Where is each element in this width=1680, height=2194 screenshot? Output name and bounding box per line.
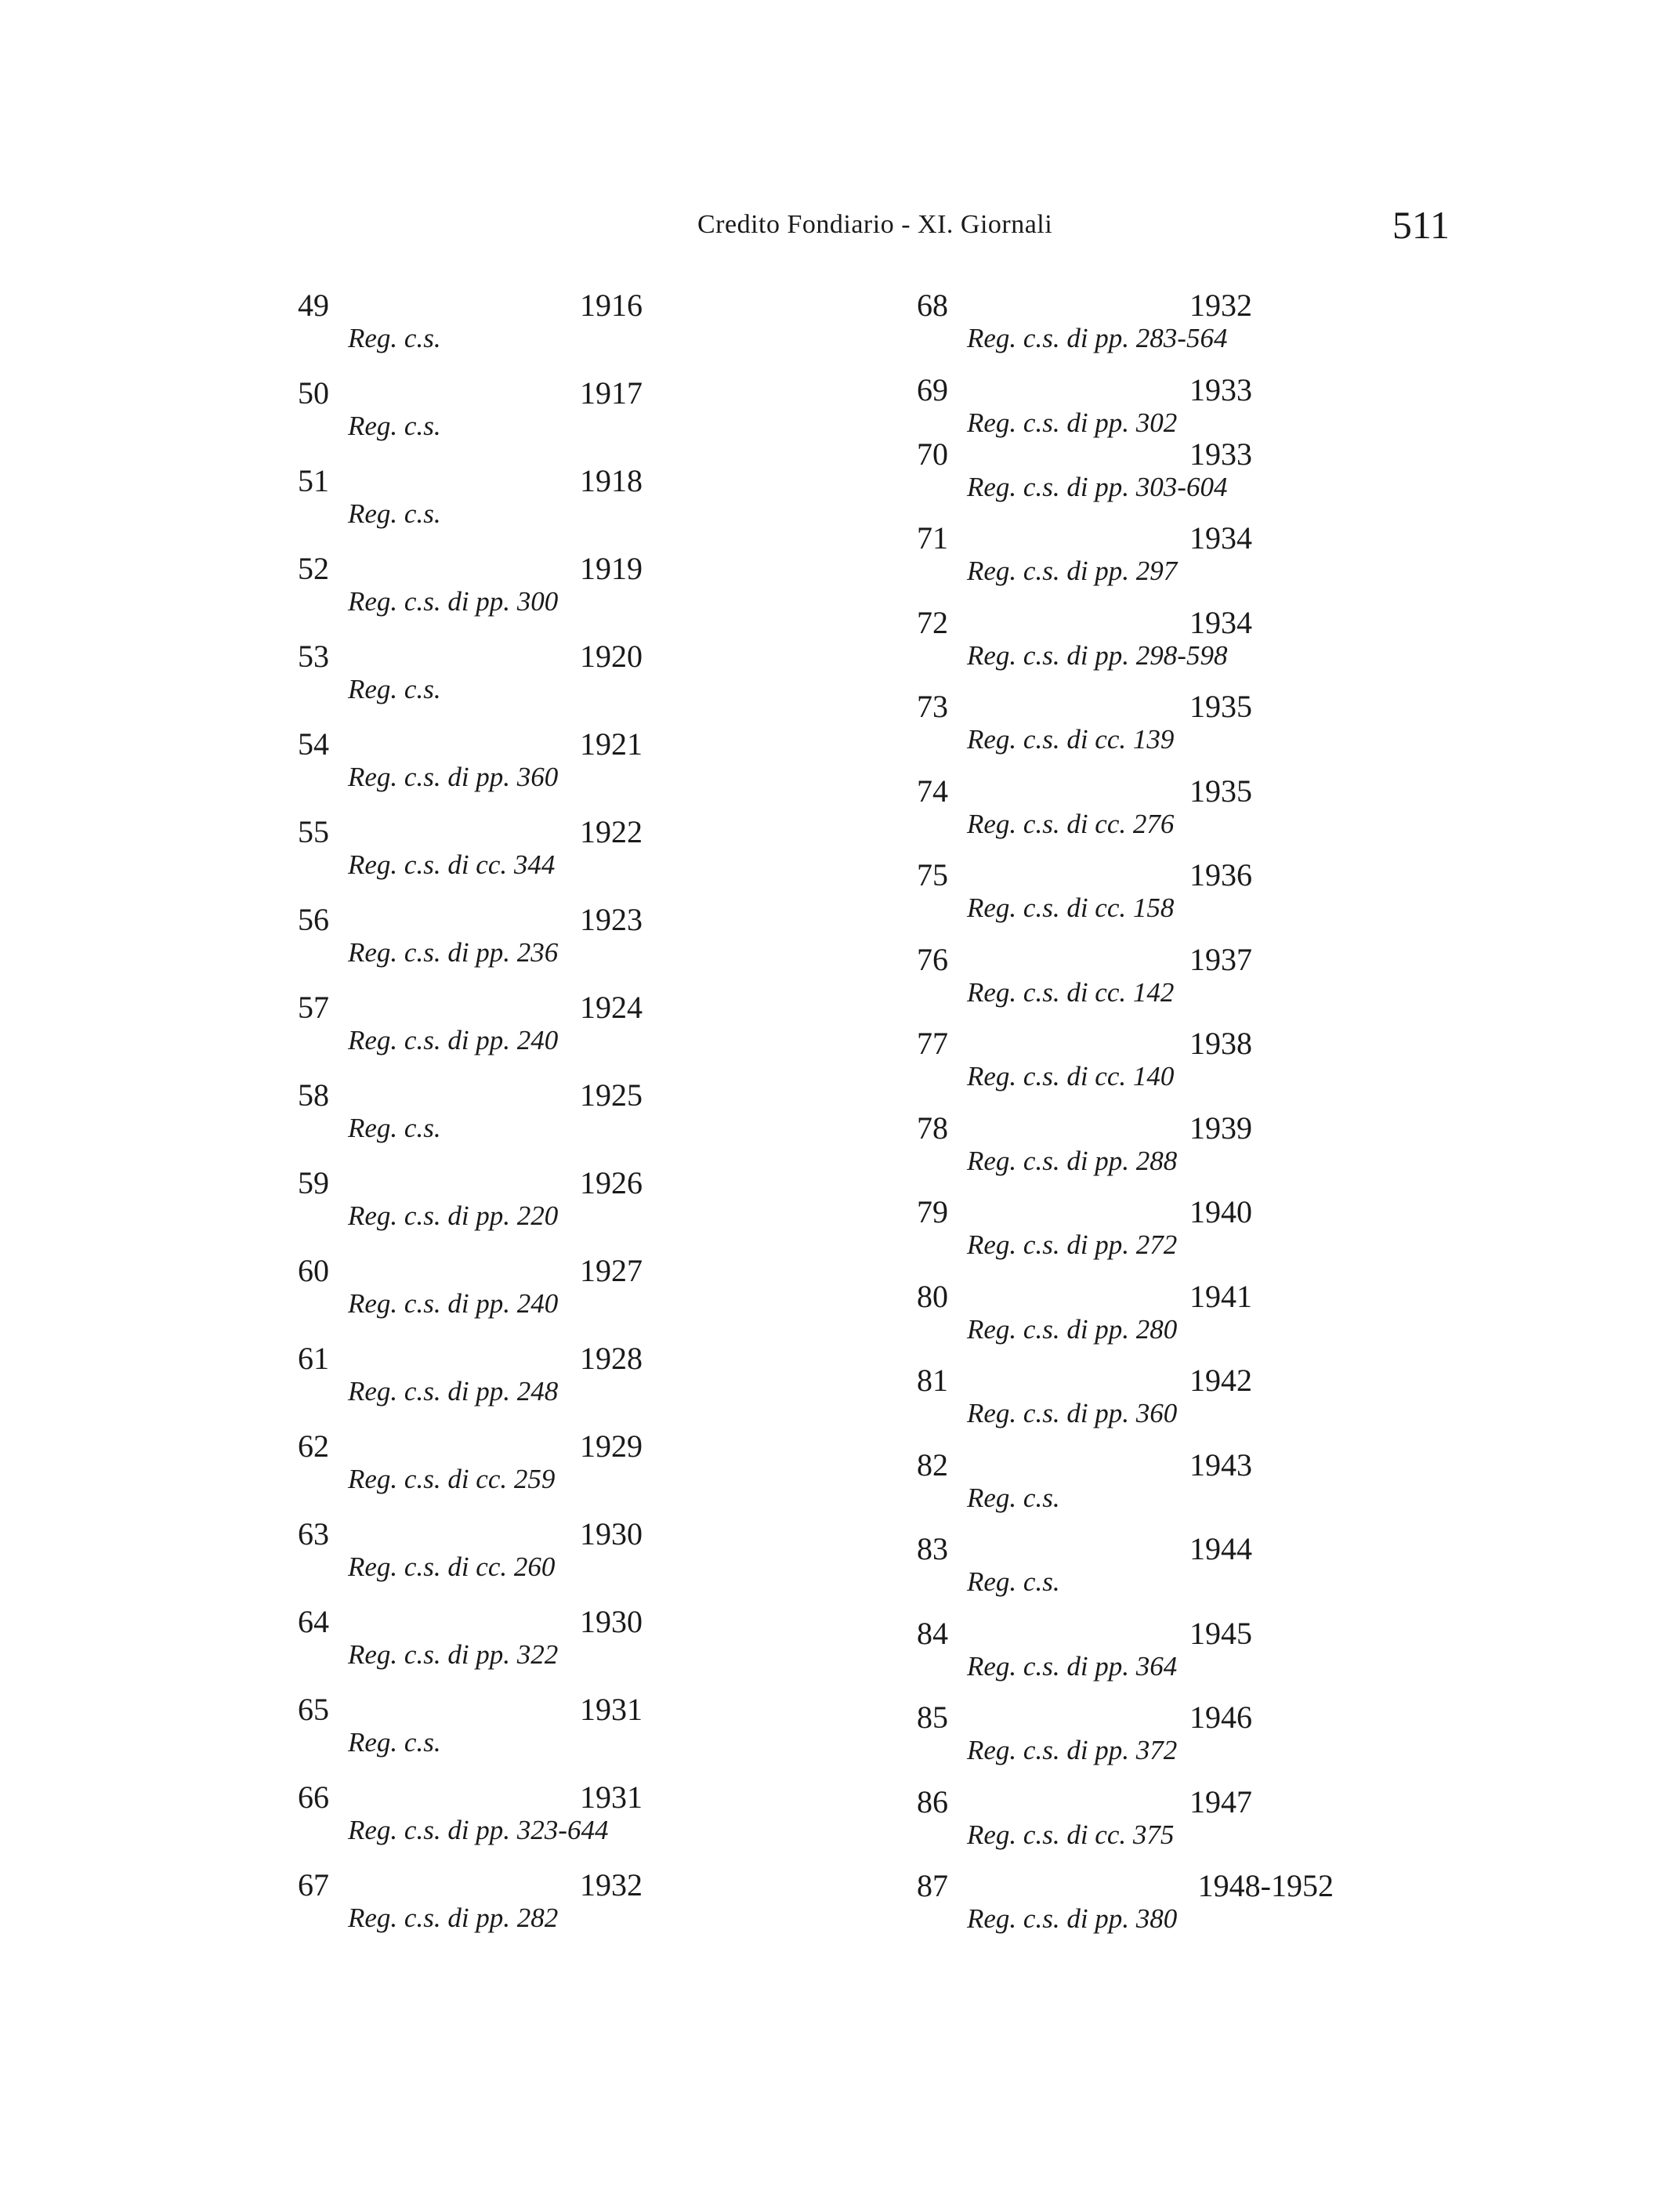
entry-number: 74	[917, 773, 948, 809]
entry-description: Reg. c.s. di cc. 139	[967, 724, 1175, 755]
list-item	[917, 1700, 1340, 1785]
entry-description: Reg. c.s.	[348, 323, 441, 353]
list-item	[917, 1026, 1340, 1111]
entry-year: 1931	[580, 1692, 643, 1727]
entry-description: Reg. c.s. di cc. 259	[348, 1464, 556, 1494]
entry-year: 1922	[580, 814, 643, 849]
list-item	[298, 903, 643, 990]
entry-number: 52	[298, 551, 329, 586]
entry-year: 1944	[1189, 1531, 1252, 1566]
entry-description: Reg. c.s.	[348, 498, 441, 529]
entry-year: 1946	[1189, 1700, 1252, 1735]
entry-number: 79	[917, 1194, 948, 1229]
list-item	[298, 815, 643, 903]
entry-number: 53	[298, 639, 329, 674]
entry-year: 1928	[580, 1341, 643, 1376]
entry-description: Reg. c.s. di pp. 323-644	[348, 1815, 609, 1845]
entry-year: 1947	[1189, 1783, 1252, 1819]
entry-number: 49	[298, 288, 329, 323]
entry-description: Reg. c.s. di pp. 298-598	[967, 639, 1228, 671]
entry-description: Reg. c.s. di pp. 272	[967, 1229, 1178, 1260]
entry-description: Reg. c.s. di pp. 360	[967, 1398, 1178, 1428]
entry-description: Reg. c.s. di pp. 300	[348, 586, 559, 617]
list-item	[917, 690, 1340, 774]
entry-year: 1939	[1189, 1110, 1252, 1146]
entry-description: Reg. c.s. di pp. 240	[348, 1025, 559, 1055]
entry-description: Reg. c.s. di pp. 360	[348, 762, 559, 792]
list-item	[917, 1617, 1340, 1701]
page-number: 511	[1392, 203, 1450, 247]
entry-number: 60	[298, 1253, 329, 1288]
entry-number: 68	[917, 288, 948, 323]
entry-number: 66	[298, 1779, 329, 1815]
entry-description: Reg. c.s. di pp. 288	[967, 1145, 1178, 1176]
list-item	[298, 727, 643, 815]
entry-number: 78	[917, 1110, 948, 1146]
entry-description: Reg. c.s. di pp. 236	[348, 937, 559, 968]
entry-number: 64	[298, 1604, 329, 1639]
list-item	[298, 1341, 643, 1429]
list-item	[917, 858, 1340, 943]
list-item	[298, 1078, 643, 1166]
left-column	[298, 288, 643, 1956]
entry-description: Reg. c.s.	[348, 674, 441, 704]
entry-description: Reg. c.s. di cc. 260	[348, 1551, 556, 1582]
entry-description: Reg. c.s. di cc. 142	[967, 976, 1175, 1008]
entry-number: 83	[917, 1531, 948, 1566]
entry-number: 82	[917, 1446, 948, 1483]
entry-number: 84	[917, 1615, 948, 1651]
list-item	[917, 1532, 1340, 1617]
entry-number: 55	[298, 814, 329, 849]
entry-year: 1941	[1189, 1278, 1252, 1314]
list-item	[917, 1448, 1340, 1533]
entry-year: 1935	[1189, 773, 1252, 809]
entry-year: 1935	[1189, 689, 1252, 724]
entry-number: 80	[917, 1278, 948, 1314]
entry-year: 1926	[580, 1165, 643, 1200]
entry-year: 1936	[1189, 857, 1252, 892]
entry-number: 51	[298, 463, 329, 498]
entry-description: Reg. c.s. di cc. 375	[967, 1819, 1175, 1850]
entry-description: Reg. c.s. di pp. 380	[967, 1903, 1178, 1934]
list-item	[917, 1869, 1340, 1953]
entry-description: Reg. c.s. di cc. 276	[967, 808, 1175, 839]
entry-description: Reg. c.s. di pp. 364	[967, 1650, 1178, 1682]
list-item	[917, 606, 1340, 690]
entry-description: Reg. c.s. di pp. 302	[967, 407, 1178, 438]
entry-description: Reg. c.s.	[348, 1113, 441, 1143]
entry-number: 62	[298, 1428, 329, 1464]
entry-description: Reg. c.s. di pp. 283-564	[967, 323, 1228, 353]
list-item	[917, 288, 1340, 373]
list-item	[917, 1785, 1340, 1870]
entry-year: 1918	[580, 463, 643, 498]
entry-description: Reg. c.s. di cc. 344	[348, 849, 556, 880]
list-item	[298, 464, 643, 552]
entry-number: 54	[298, 726, 329, 762]
list-item	[298, 288, 643, 376]
list-item	[298, 990, 643, 1078]
entry-year: 1924	[580, 990, 643, 1025]
list-item	[298, 639, 643, 727]
list-item	[298, 1166, 643, 1254]
entry-number: 85	[917, 1700, 948, 1735]
list-item	[917, 943, 1340, 1027]
entry-year: 1945	[1189, 1615, 1252, 1651]
entry-year: 1948-1952	[1197, 1868, 1334, 1903]
right-column	[917, 288, 1340, 1953]
entry-number: 57	[298, 990, 329, 1025]
list-item	[917, 1195, 1340, 1280]
entry-year: 1917	[580, 375, 643, 411]
list-item	[917, 774, 1340, 859]
entry-year: 1923	[580, 902, 643, 937]
entry-description: Reg. c.s.	[967, 1566, 1060, 1597]
entry-number: 63	[298, 1516, 329, 1551]
entry-description: Reg. c.s. di pp. 282	[348, 1903, 559, 1933]
entry-number: 77	[917, 1026, 948, 1061]
running-head: Credito Fondiario - XI. Giornali	[697, 210, 1053, 239]
list-item	[298, 1693, 643, 1780]
entry-year: 1933	[1189, 436, 1252, 472]
entry-description: Reg. c.s. di cc. 140	[967, 1061, 1175, 1092]
list-item	[917, 1280, 1340, 1364]
entry-year: 1930	[580, 1516, 643, 1551]
entry-year: 1930	[580, 1604, 643, 1639]
entry-description: Reg. c.s.	[967, 1482, 1060, 1513]
entry-number: 65	[298, 1692, 329, 1727]
entry-description: Reg. c.s.	[348, 1727, 441, 1758]
entry-number: 59	[298, 1165, 329, 1200]
list-item	[298, 1780, 643, 1868]
entry-year: 1937	[1189, 941, 1252, 977]
list-item	[298, 1254, 643, 1341]
list-item	[917, 373, 1340, 437]
entry-number: 69	[917, 371, 948, 407]
entry-year: 1931	[580, 1779, 643, 1815]
entry-number: 76	[917, 941, 948, 977]
entry-year: 1919	[580, 551, 643, 586]
list-item	[298, 1517, 643, 1605]
entry-description: Reg. c.s. di pp. 322	[348, 1639, 559, 1670]
entry-number: 72	[917, 604, 948, 640]
entry-number: 86	[917, 1783, 948, 1819]
entry-year: 1938	[1189, 1026, 1252, 1061]
list-item	[917, 437, 1340, 522]
entry-number: 67	[298, 1867, 329, 1903]
entry-description: Reg. c.s. di pp. 240	[348, 1288, 559, 1319]
entry-year: 1920	[580, 639, 643, 674]
list-item	[298, 1868, 643, 1956]
entry-year: 1934	[1189, 520, 1252, 556]
entry-year: 1933	[1189, 371, 1252, 407]
entry-number: 58	[298, 1077, 329, 1113]
entry-number: 56	[298, 902, 329, 937]
entry-year: 1932	[1189, 288, 1252, 323]
entry-description: Reg. c.s. di cc. 158	[967, 892, 1175, 923]
list-item	[298, 552, 643, 639]
entry-description: Reg. c.s. di pp. 372	[967, 1735, 1178, 1765]
entry-year: 1940	[1189, 1194, 1252, 1229]
list-item	[298, 1605, 643, 1693]
entry-year: 1942	[1189, 1363, 1252, 1398]
entry-number: 75	[917, 857, 948, 892]
entry-description: Reg. c.s. di pp. 303-604	[967, 471, 1228, 502]
list-item	[917, 1111, 1340, 1196]
entry-year: 1921	[580, 726, 643, 762]
list-item	[298, 1429, 643, 1517]
entry-description: Reg. c.s. di pp. 248	[348, 1376, 559, 1407]
entry-year: 1929	[580, 1428, 643, 1464]
entry-number: 73	[917, 689, 948, 724]
entry-number: 81	[917, 1363, 948, 1398]
entry-number: 87	[917, 1868, 948, 1903]
entry-description: Reg. c.s. di pp. 297	[967, 556, 1178, 586]
entry-year: 1925	[580, 1077, 643, 1113]
list-item	[298, 376, 643, 464]
entry-description: Reg. c.s. di pp. 280	[967, 1313, 1178, 1345]
entry-number: 61	[298, 1341, 329, 1376]
entry-number: 71	[917, 520, 948, 556]
list-item	[917, 1363, 1340, 1448]
entry-description: Reg. c.s.	[348, 411, 441, 441]
entry-description: Reg. c.s. di pp. 220	[348, 1200, 559, 1231]
entry-year: 1934	[1189, 604, 1252, 640]
entry-number: 50	[298, 375, 329, 411]
entry-year: 1916	[580, 288, 643, 323]
entry-year: 1932	[580, 1867, 643, 1903]
list-item	[917, 521, 1340, 606]
entry-number: 70	[917, 436, 948, 472]
entry-year: 1927	[580, 1253, 643, 1288]
entry-year: 1943	[1189, 1446, 1252, 1483]
